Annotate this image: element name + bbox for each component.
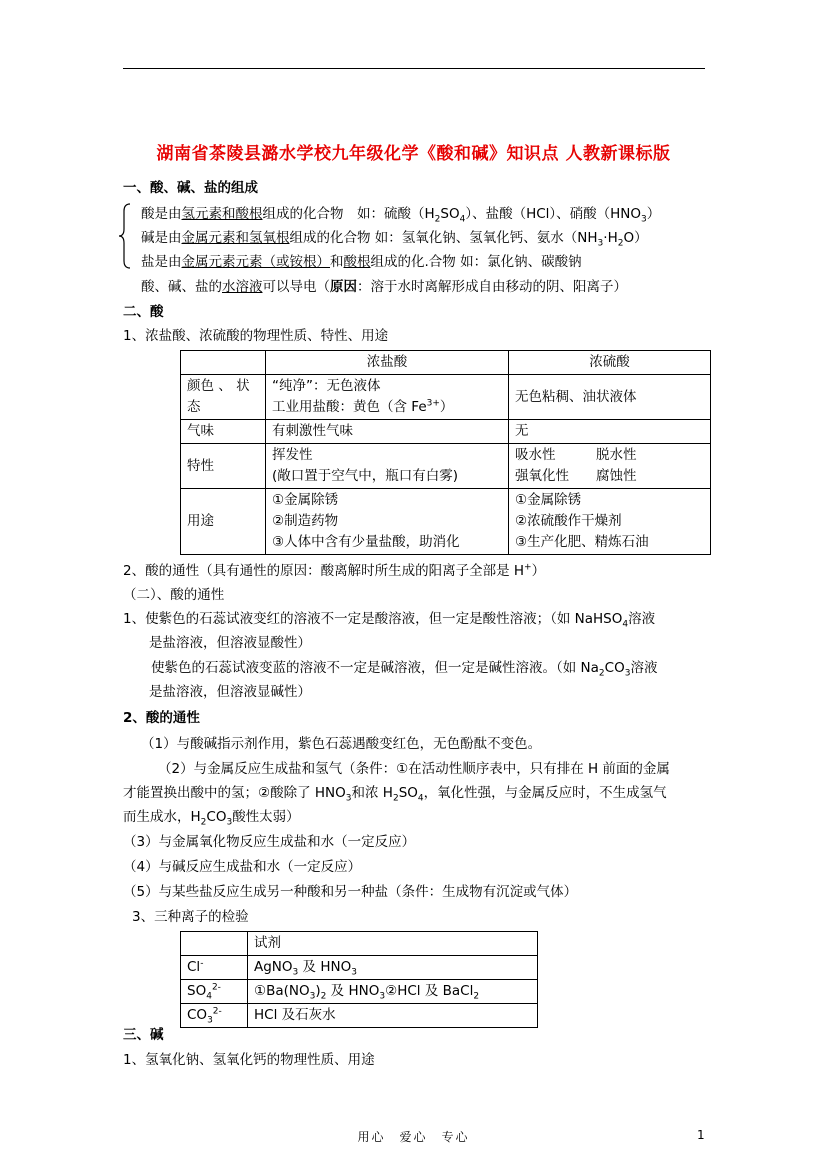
row-label: 特性 xyxy=(181,444,266,489)
table-row xyxy=(181,980,538,1004)
property-3: （3）与金属氧化物反应生成盐和水（一定反应） xyxy=(123,834,416,850)
section-2-heading: 二、酸 xyxy=(123,304,164,320)
table-cell: “纯净”：无色液体 工业用盐酸：黄色（含 $Fe^{3+}$） xyxy=(266,375,509,420)
table-cell: 无 xyxy=(509,420,711,444)
litmus-red-note-cont: 是盐溶液，但溶液显酸性） xyxy=(149,635,311,651)
table-cell: 有刺激性气味 xyxy=(266,420,509,444)
table-row xyxy=(181,932,538,956)
reagent-cell: HCl 及石灰水 xyxy=(248,1004,538,1028)
row-label: 颜色 、 状态 xyxy=(181,375,266,420)
property-4: （4）与碱反应生成盐和水（一定反应） xyxy=(123,859,362,875)
reagent-cell: $①Ba(NO_3)_2$ 及 $HNO_3②HCl$ 及 BaCl$_2$ xyxy=(248,980,538,1004)
salt-composition: 盐是由金属元素元素（或铵根）和酸根组成的化.合物 如：氯化钠、碳酸钠 xyxy=(141,254,582,270)
acid-composition: 酸是由氢元素和酸根组成的化合物 如：硫酸$(H_2SO_4)$、盐酸（HCl）、硝酸$(HNO_3)$ xyxy=(141,206,661,225)
header-rule xyxy=(123,68,705,69)
acid-common-reason: 2、酸的通性（具有通性的原因：酸离解时所生成的阳离子全部是 H+） xyxy=(123,562,546,579)
ion-cell: $CO_3^{2-}$ xyxy=(181,1004,248,1028)
table-header-h2so4: 浓硫酸 xyxy=(509,351,711,375)
row-label: 用途 xyxy=(181,489,266,555)
litmus-blue-note: 使紫色的石蕊试液变蓝的溶液不一定是碱溶液，但一定是碱性溶液。（如 $Na_2CO_3$溶液 xyxy=(151,660,658,679)
table-header-reagent: 试剂 xyxy=(248,932,538,956)
table-row xyxy=(181,956,538,980)
ion-test-table xyxy=(180,931,538,1028)
table-cell: 吸水性 脱水性 强氧化性 腐蚀性 xyxy=(509,444,711,489)
ion-cell: $SO_4^{2-}$ xyxy=(181,980,248,1004)
table-row xyxy=(181,375,711,420)
table-cell: ①金属除锈 ②浓硫酸作干燥剂 ③生产化肥、精炼石油 xyxy=(509,489,711,555)
acid-properties-table xyxy=(180,350,711,555)
table-header-hcl: 浓盐酸 xyxy=(266,351,509,375)
document-title: 湖南省茶陵县潞水学校九年级化学《酸和碱》知识点 人教新课标版 xyxy=(156,144,671,164)
ion-cell: Cl- xyxy=(181,956,248,980)
table-cell xyxy=(181,932,248,956)
ion-test-heading: 3、三种离子的检验 xyxy=(132,909,249,925)
section-1-heading: 一、酸、碱、盐的组成 xyxy=(123,180,258,196)
conductivity-note: 酸、碱、盐的水溶液可以导电（原因：溶于水时离解形成自由移动的阴、阳离子） xyxy=(141,279,627,295)
table-row xyxy=(181,489,711,555)
acid-general-properties-heading: 2、酸的通性 xyxy=(123,710,200,726)
left-brace-icon xyxy=(118,203,132,269)
table-cell: ①金属除锈 ②制造药物 ③人体中含有少量盐酸，助消化 xyxy=(266,489,509,555)
litmus-red-note: 1、使紫色的石蕊试液变红的溶液不一定是酸溶液，但一定是酸性溶液；（如 NaHSO$_4$溶液 xyxy=(123,611,656,630)
page-number: 1 xyxy=(697,1128,705,1142)
table-row xyxy=(181,420,711,444)
table-cell xyxy=(181,351,266,375)
table-row xyxy=(181,444,711,489)
row-label: 气味 xyxy=(181,420,266,444)
reagent-cell: AgNO$_3$ 及 $HNO_3$ xyxy=(248,956,538,980)
litmus-blue-note-cont: 是盐溶液，但溶液显碱性） xyxy=(149,684,311,700)
acid-subheading-two: （二）、酸的通性 xyxy=(123,587,225,603)
section-3-heading: 三、碱 xyxy=(123,1027,164,1043)
property-2-end: 而生成水，$H_2CO_3$酸性太弱） xyxy=(123,809,300,828)
property-5: （5）与某些盐反应生成另一种酸和另一种盐（条件：生成物有沉淀或气体） xyxy=(123,884,578,900)
base-composition: 碱是由金属元素和氢氧根组成的化合物 如：氢氧化钠、氢氧化钙、氨水$(NH_3\cdot H_2O)$ xyxy=(141,230,648,249)
property-2: （2）与金属反应生成盐和氢气（条件：①在活动性顺序表中，只有排在 H 前面的金属 xyxy=(158,761,670,777)
table-cell: 无色粘稠、油状液体 xyxy=(509,375,711,420)
table-row xyxy=(181,351,711,375)
property-2-cont: 才能置换出酸中的氢；②酸除了 $HNO_3$和浓 $H_2SO_4$，氧化性强，与金属反应时，不生成氢气 xyxy=(123,785,667,804)
acid-subheading-1: 1、浓盐酸、浓硫酸的物理性质、特性、用途 xyxy=(123,328,389,344)
table-cell: 挥发性 (敞口置于空气中，瓶口有白雾) xyxy=(266,444,509,489)
table-row xyxy=(181,1004,538,1028)
property-1: （1）与酸碱指示剂作用，紫色石蕊遇酸变红色，无色酚酞不变色。 xyxy=(141,736,542,752)
page-footer: 用心 爱心 专心 xyxy=(357,1130,470,1144)
base-subheading-1: 1、氢氧化钠、氢氧化钙的物理性质、用途 xyxy=(123,1052,375,1068)
